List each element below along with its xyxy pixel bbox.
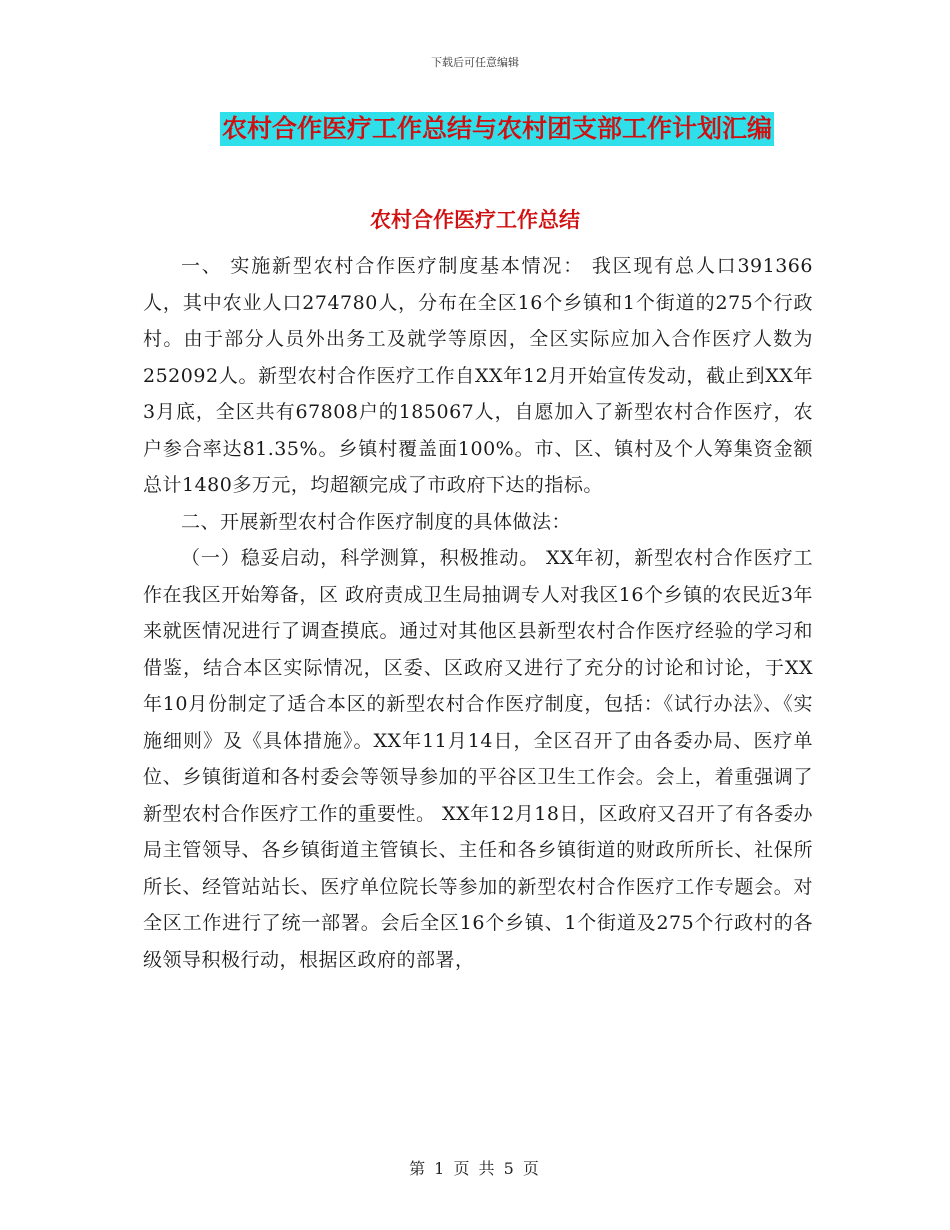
paragraph-basic-situation: 一、 实施新型农村合作医疗制度基本情况： 我区现有总人口391366人，其中农业人口274780人，分布在全区16个乡镇和1个街道的275个行政村。由于部分人员外出务工及就学等原因，全区实际应加入合作医疗人数为252092人。新型农村合作医疗工作自XX年12月开始宣传发动，截止到XX年3月底，全区共有67808户的185067人，自愿加入了新型农村合作医疗，农户参合率达81.35%。乡镇村覆盖面100%。市、区、镇村及个人筹集资金额总计1480多万元，均超额完成了市政府下达的指标。: [143, 255, 813, 496]
paragraph-practices-heading: 二、开展新型农村合作医疗制度的具体做法：: [181, 510, 572, 533]
section-title: 农村合作医疗工作总结: [370, 208, 580, 232]
header-note: 下载后可任意编辑: [431, 56, 519, 69]
page-number-footer: 第 1 页 共 5 页: [409, 1159, 541, 1178]
document-title: 农村合作医疗工作总结与农村团支部工作计划汇编: [220, 112, 774, 146]
document-title-container: [0, 112, 950, 146]
body-text: [143, 248, 813, 978]
paragraph-startup-measures: （一）稳妥启动，科学测算，积极推动。 XX年初，新型农村合作医疗工作在我区开始筹备，区 政府责成卫生局抽调专人对我区16个乡镇的农民近3年来就医情况进行了调查摸底。通过对其他区县新型农村合作医疗经验的学习和借鉴，结合本区实际情况，区委、区政府又进行了充分的讨论和讨论，于XX年10月份制定了适合本区的新型农村合作医疗制度，包括：《试行办法》、《实施细则》及《具体措施》。XX年11月14日，全区召开了由各委办局、医疗单位、乡镇街道和各村委会等领导参加的平谷区卫生工作会。会上，着重强调了新型农村合作医疗工作的重要性。 XX年12月18日，区政府又召开了有各委办局主管领导、各乡镇街道主管镇长、主任和各乡镇街道的财政所所长、社保所所长、经管站站长、医疗单位院长等参加的新型农村合作医疗工作专题会。对全区工作进行了统一部署。会后全区16个乡镇、1个街道及275个行政村的各级领导积极行动，根据区政府的部署，: [143, 547, 813, 971]
